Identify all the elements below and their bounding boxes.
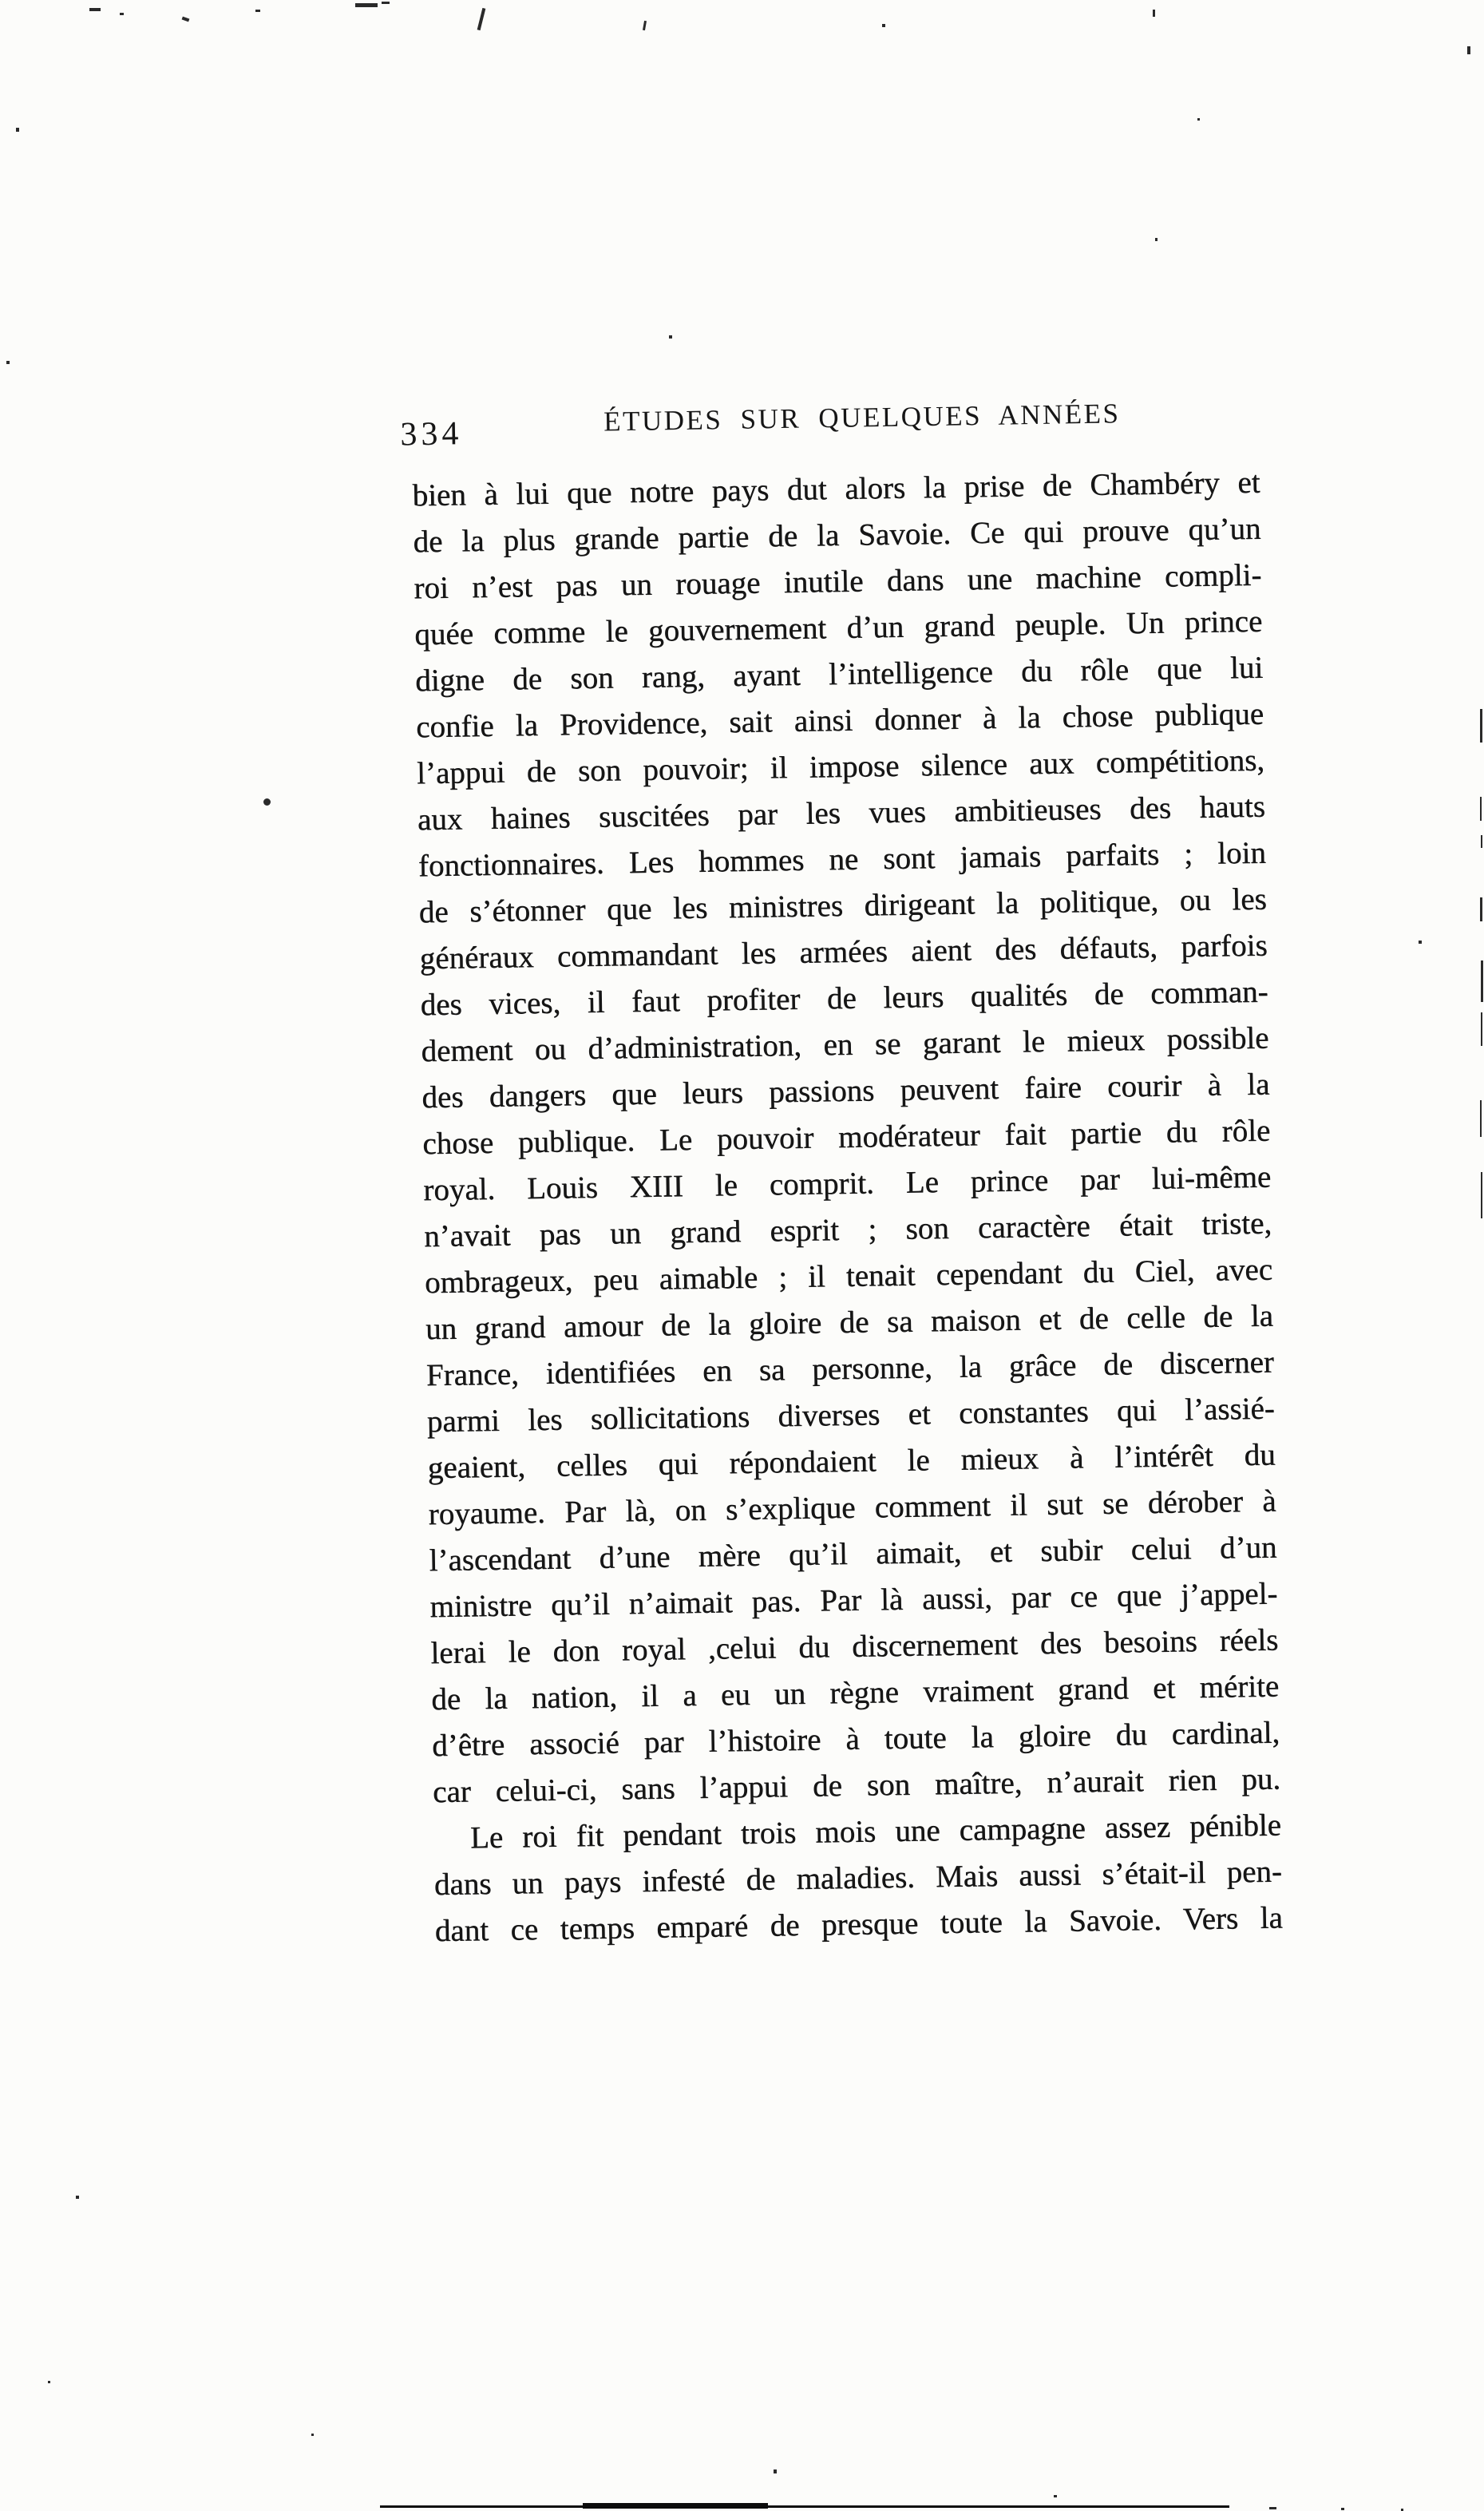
scan-edge-dash [1480, 897, 1482, 921]
scan-edge-line-thick [583, 2503, 768, 2509]
scan-speck [1197, 118, 1200, 121]
text-line: l’appui de son pouvoir; il impose silence aux compétitions, [416, 743, 1265, 791]
text-line: quée comme le gouvernement d’un grand peuple. Un prince [414, 604, 1263, 652]
scan-speck [182, 17, 190, 22]
scan-edge-dash [1480, 797, 1482, 821]
text-line: ombrageux, peu aimable ; il tenait cependant du Ciel, avec [424, 1252, 1273, 1301]
text-line: des vices, il faut profiter de leurs qualités de comman- [420, 974, 1268, 1023]
paragraph [433, 1802, 1284, 1955]
scan-speck [255, 10, 260, 12]
text-line: généraux commandant les armées aient des défauts, parfois [419, 928, 1268, 976]
scan-speck [89, 8, 101, 11]
page-number: 334 [400, 415, 463, 453]
scan-speck [1467, 46, 1470, 54]
text-line: fonctionnaires. Les hommes ne sont jamais parfaits ; loin [417, 835, 1267, 884]
page-content [376, 392, 1298, 1955]
scan-speck [774, 2469, 777, 2473]
text-line: geaient, celles qui répondaient le mieux à l’intérêt du [427, 1437, 1276, 1486]
running-title: ÉTUDES SUR QUELQUES ANNÉES [603, 398, 1121, 438]
scan-speck [120, 13, 124, 15]
text-line: royal. Louis XIII le comprit. Le prince par lui-même [422, 1159, 1272, 1208]
scan-ink-dot [263, 798, 271, 806]
scan-speck [76, 2196, 79, 2199]
text-line: des dangers que leurs passions peuvent faire courir à la [421, 1067, 1270, 1115]
scan-speck [1155, 238, 1158, 241]
scan-speck [669, 335, 672, 339]
text-line: roi n’est pas un rouage inutile dans une machine compli- [414, 557, 1262, 606]
scan-speck [16, 128, 19, 132]
scan-edge-dash [1481, 1012, 1482, 1046]
scan-speck [477, 8, 486, 30]
scan-edge-dash [1480, 709, 1482, 743]
text-line: bien à lui que notre pays dut alors la prise de Chambéry et [412, 465, 1260, 513]
text-line: confie la Providence, sait ainsi donner à la chose publique [415, 696, 1264, 745]
text-line: Le roi fit pendant trois mois une campagne assez pénible [469, 1808, 1282, 1856]
text-line: digne de son rang, ayant l’intelligence du rôle que lui [414, 650, 1264, 699]
scan-speck [1054, 2495, 1057, 2497]
text-line: ministre qu’il n’aimait pas. Par là aussi, par ce que j’appel- [429, 1576, 1278, 1625]
scan-edge-dash [1480, 1100, 1482, 1137]
text-line: d’être associé par l’histoire à toute la gloire du cardinal, [431, 1715, 1280, 1764]
scan-speck [1153, 10, 1155, 17]
text-line: un grand amour de la gloire de sa maison et de celle de la [425, 1298, 1274, 1347]
scan-speck [311, 2434, 314, 2436]
text-block [412, 460, 1283, 1955]
text-line: de la plus grande partie de la Savoie. Ce qui prouve qu’un [413, 511, 1261, 560]
text-line: dans un pays infesté de maladies. Mais aussi s’était-il pen- [433, 1854, 1283, 1903]
paragraph [412, 460, 1280, 1816]
text-line: dant ce temps emparé de presque toute la Savoie. Vers la [434, 1900, 1284, 1949]
text-line: France, identifiées en sa personne, la grâce de discerner [425, 1345, 1275, 1393]
text-line: l’ascendant d’une mère qu’il aimait, et subir celui d’un [429, 1530, 1277, 1578]
scan-edge-dash [1481, 835, 1482, 848]
text-line: de la nation, il a eu un règne vraiment grand et mérite [430, 1669, 1280, 1717]
text-line: car celui-ci, sans l’appui de son maître, n’aurait rien pu. [432, 1761, 1281, 1810]
text-line: de s’étonner que les ministres dirigeant la politique, ou les [418, 881, 1268, 930]
text-line: chose publique. Le pouvoir modérateur fait partie du rôle [422, 1113, 1271, 1162]
text-line: lerai le don royal ,celui du discernement des besoins réels [430, 1622, 1279, 1671]
text-line: dement ou d’administration, en se garant le mieux possible [421, 1020, 1269, 1069]
scan-edge-dash [1481, 960, 1483, 1002]
scan-speck [355, 3, 378, 7]
text-line: parmi les sollicitations diverses et constantes qui l’assié- [426, 1391, 1276, 1440]
scan-speck [643, 21, 647, 30]
text-line: aux haines suscitées par les vues ambitieuses des hauts [417, 789, 1266, 838]
scan-speck [6, 361, 10, 364]
scan-edge-line [380, 2505, 1229, 2508]
scan-speck [1419, 941, 1422, 944]
scan-speck [48, 2381, 50, 2383]
scan-speck [382, 2, 390, 4]
scan-speck [882, 24, 885, 27]
scan-speck [1269, 2507, 1276, 2509]
scan-edge-dash [1481, 1172, 1482, 1218]
text-line: n’avait pas un grand esprit ; son caractère était triste, [423, 1206, 1272, 1254]
text-line: royaume. Par là, on s’explique comment il sut se dérober à [428, 1483, 1276, 1532]
